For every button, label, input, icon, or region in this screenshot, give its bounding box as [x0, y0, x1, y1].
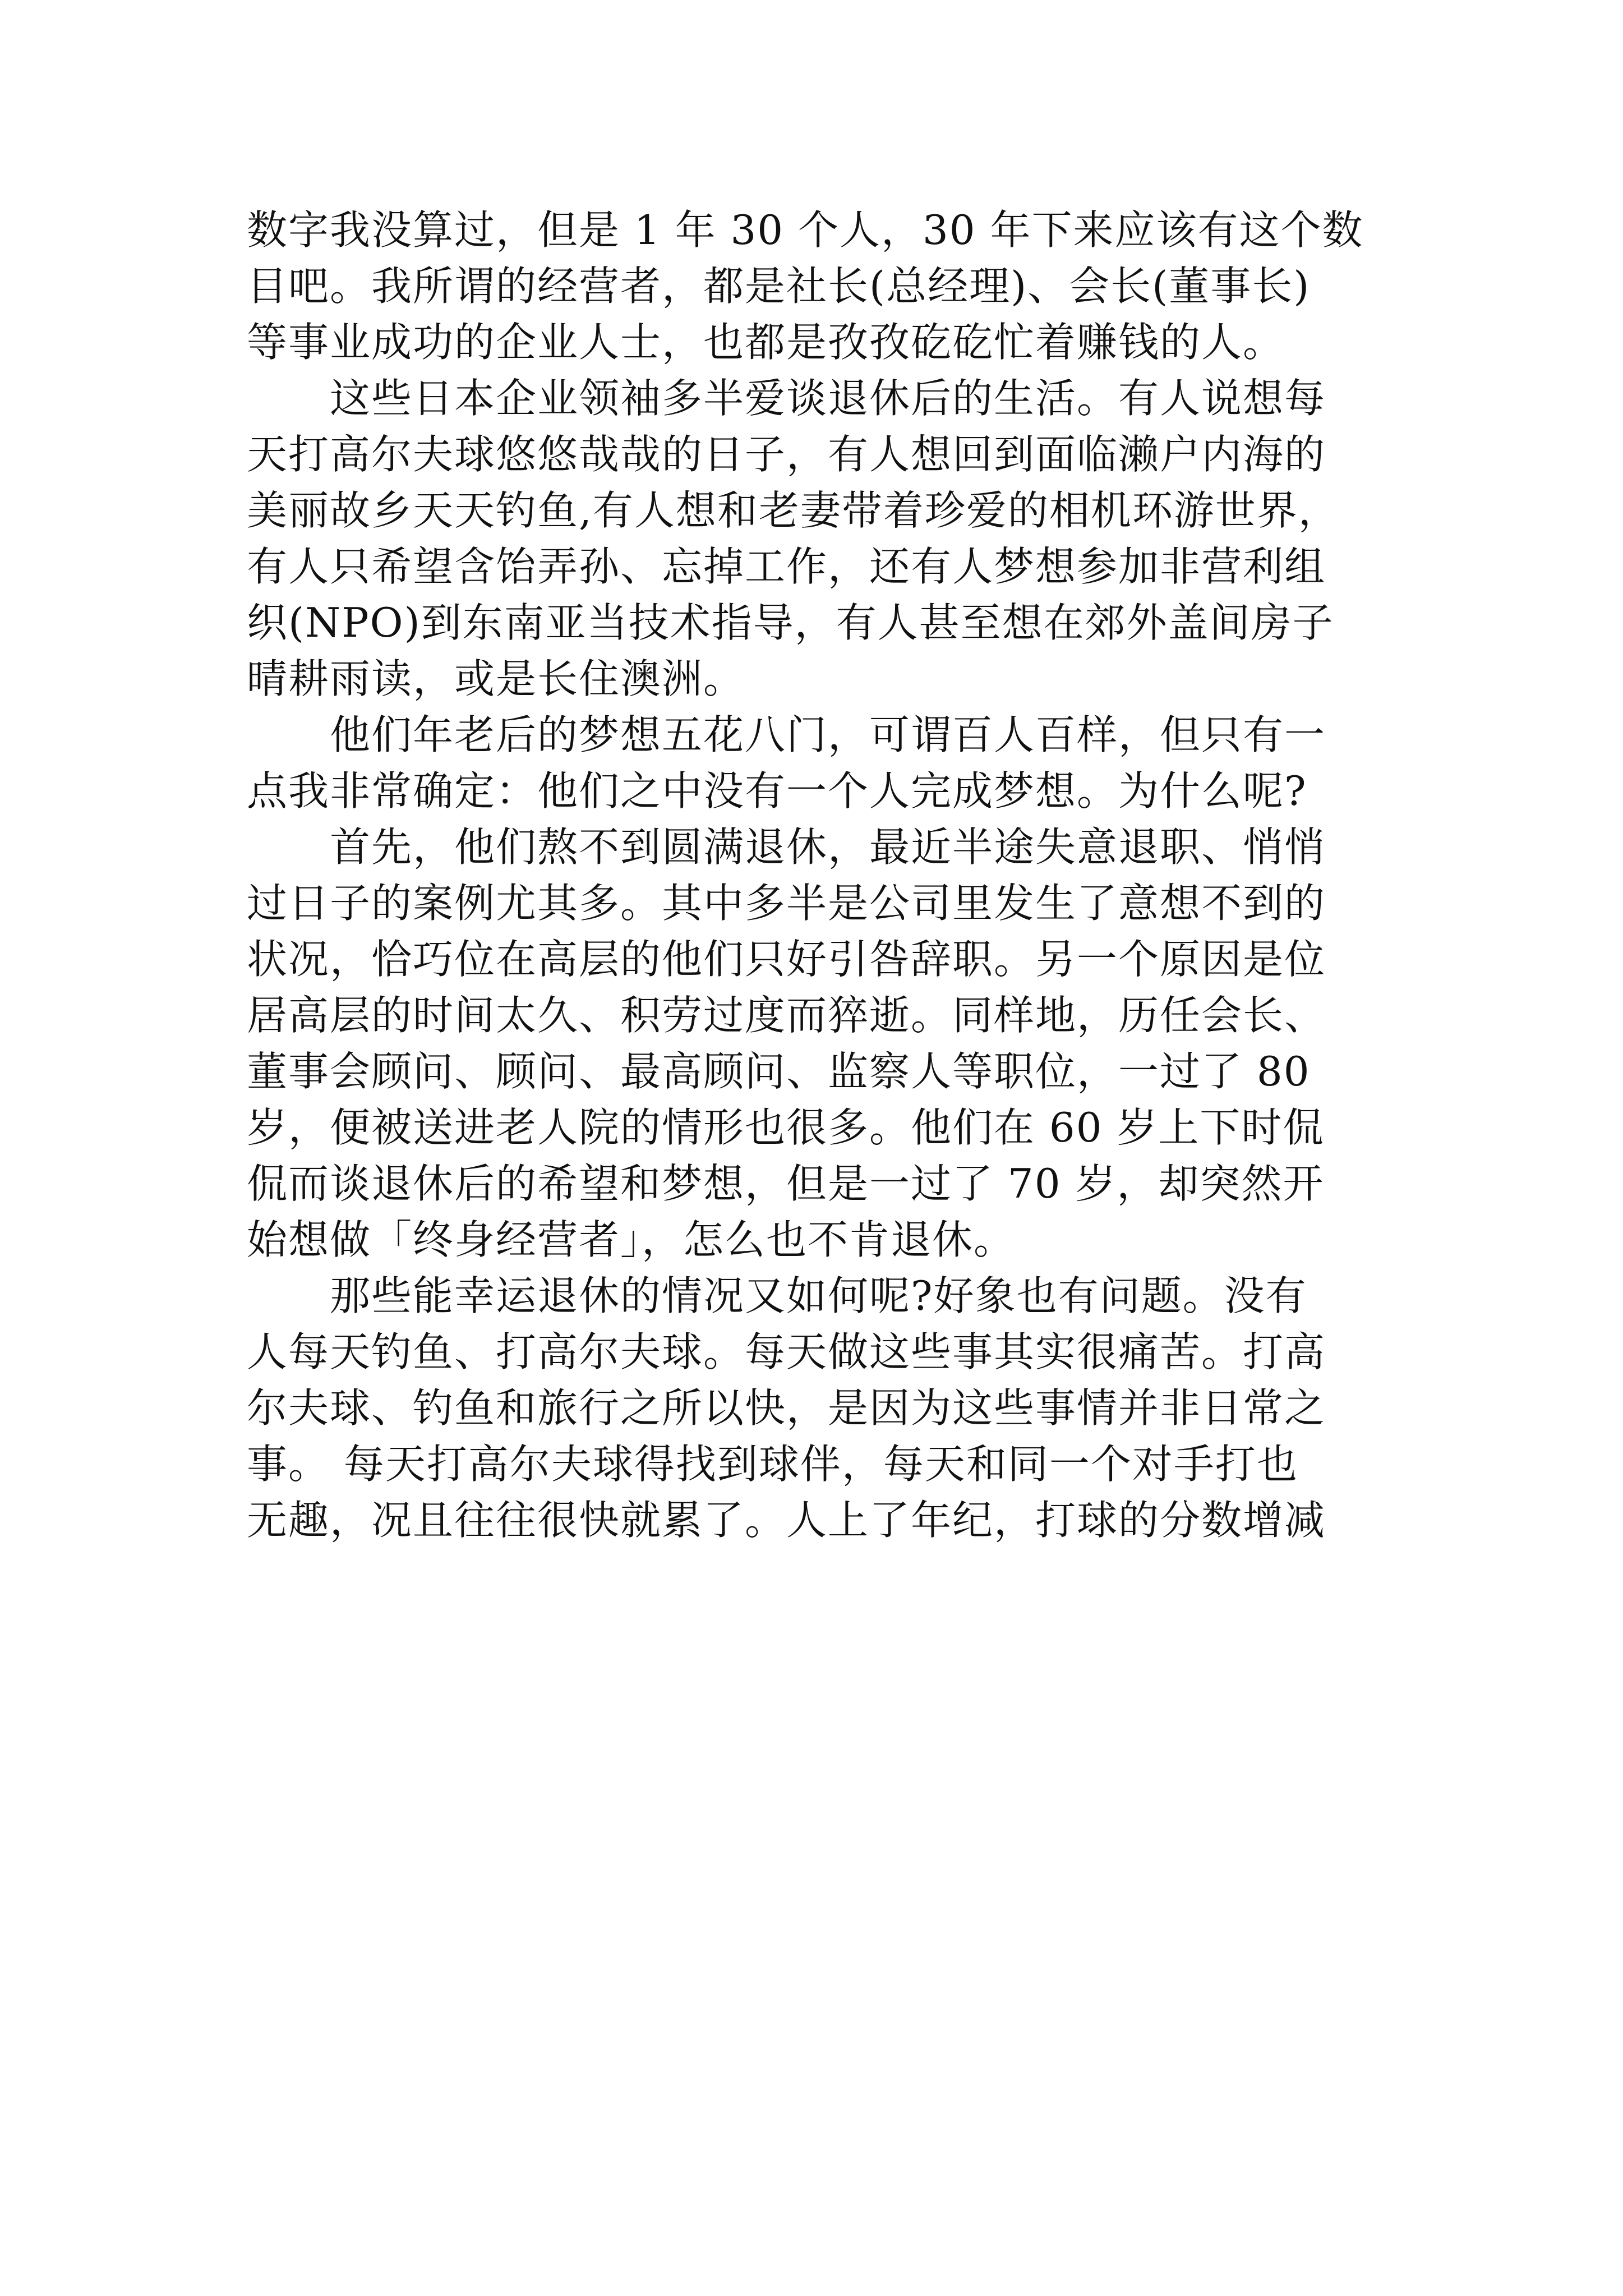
text-line: 目吧。我所谓的经营者，都是社长(总经理)、会长(董事长)	[247, 263, 1311, 310]
text-line: 居高层的时间太久、积劳过度而猝逝。同样地，历任会长、	[247, 992, 1326, 1039]
text-line: 数字我没算过，但是 1 年 30 个人，30 年下来应该有这个数	[247, 206, 1364, 254]
text-line: 那些能幸运退休的情况又如何呢?好象也有问题。没有	[247, 1272, 1307, 1319]
text-line: 晴耕雨读，或是长住澳洲。	[247, 655, 745, 702]
text-line: 事。 每天打高尔夫球得找到球伴，每天和同一个对手打也	[247, 1441, 1298, 1488]
body-text	[247, 202, 1380, 1548]
text-line: 点我非常确定：他们之中没有一个人完成梦想。为什么呢?	[247, 767, 1307, 815]
text-line: 他们年老后的梦想五花八门，可谓百人百样，但只有一	[247, 711, 1326, 758]
text-line: 过日子的案例尤其多。其中多半是公司里发生了意想不到的	[247, 880, 1326, 927]
text-line: 岁，便被送进老人院的情形也很多。他们在 60 岁上下时侃	[247, 1104, 1325, 1151]
text-line: 首先，他们熬不到圆满退休，最近半途失意退职、悄悄	[247, 823, 1326, 871]
text-line: 始想做「终身经营者」，怎么也不肯退休。	[247, 1216, 1016, 1263]
text-line: 董事会顾问、顾问、最高顾问、监察人等职位，一过了 80	[247, 1048, 1311, 1095]
text-line: 侃而谈退休后的希望和梦想，但是一过了 70 岁，却突然开	[247, 1160, 1325, 1207]
text-line: 尔夫球、钓鱼和旅行之所以快，是因为这些事情并非日常之	[247, 1384, 1326, 1432]
text-line: 无趣，况且往往很快就累了。人上了年纪，打球的分数增减	[247, 1497, 1326, 1544]
text-line: 织(NPO)到东南亚当技术指导，有人甚至想在郊外盖间房子	[247, 599, 1334, 646]
text-line: 有人只希望含饴弄孙、忘掉工作，还有人梦想参加非营利组	[247, 543, 1326, 590]
text-line: 美丽故乡天天钓鱼,有人想和老妻带着珍爱的相机环游世界，	[247, 487, 1340, 534]
text-line: 等事业成功的企业人士，也都是孜孜矻矻忙着赚钱的人。	[247, 319, 1285, 366]
text-line: 这些日本企业领袖多半爱谈退休后的生活。有人说想每	[247, 375, 1326, 422]
text-line: 人每天钓鱼、打高尔夫球。每天做这些事其实很痛苦。打高	[247, 1328, 1326, 1375]
text-line: 状况，恰巧位在高层的他们只好引咎辞职。另一个原因是位	[247, 936, 1326, 983]
text-line: 天打高尔夫球悠悠哉哉的日子，有人想回到面临濑户内海的	[247, 431, 1326, 478]
